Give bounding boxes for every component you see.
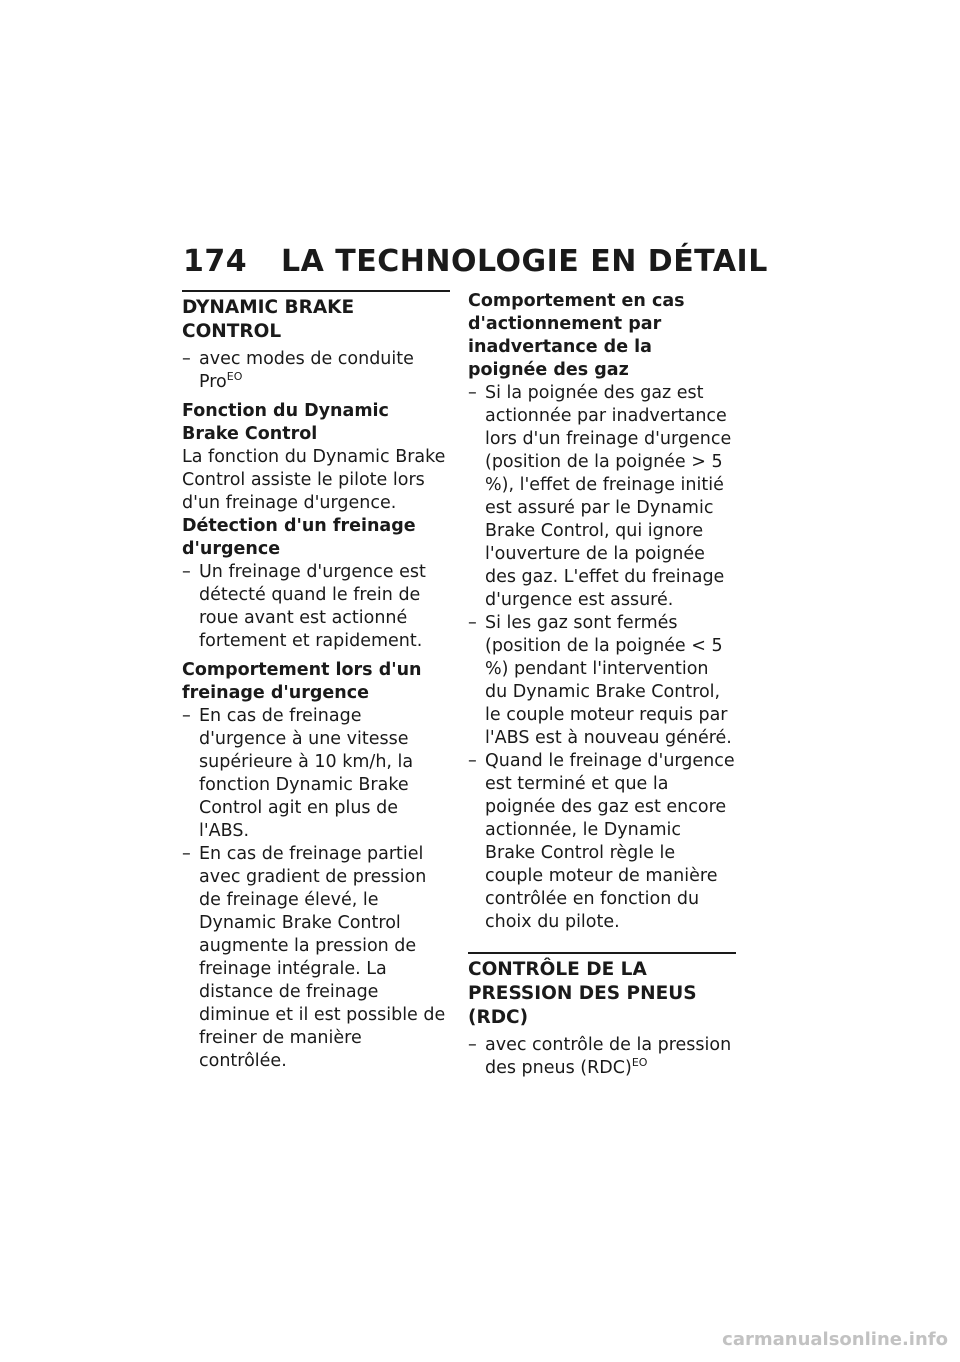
function-heading: Fonction du Dynamic Brake Control — [182, 401, 389, 444]
intro-list — [182, 348, 450, 394]
page-number: 174 — [183, 244, 248, 279]
list-item: – En cas de freinage d'urgence à une vitesse supérieure à 10 km/h, la fonction Dynamic Brake Control agit en plus de l'ABS. — [182, 705, 450, 843]
detection-list — [182, 561, 450, 653]
rdc-list — [468, 1034, 736, 1080]
detection-heading: Détection d'un freinage d'urgence — [182, 516, 416, 559]
chapter-title: LA TECHNOLOGIE EN DÉTAIL — [281, 244, 768, 279]
throttle-list — [468, 382, 736, 934]
function-text: La fonction du Dynamic Brake Control assiste le pilote lors d'un freinage d'urgence. — [182, 447, 446, 513]
section-title-dbc: DYNAMIC BRAKE CONTROL — [182, 290, 450, 344]
list-item: – avec modes de conduite Pro$^{EO}$ — [182, 348, 450, 394]
list-item: – avec contrôle de la pression des pneus (RDC)$^{EO}$ — [468, 1034, 736, 1080]
superscript-eo: EO — [631, 1056, 648, 1070]
behavior-heading: Comportement lors d'un freinage d'urgence — [182, 660, 422, 703]
list-item: – Si la poignée des gaz est actionnée par inadvertance lors d'un freinage d'urgence (position de la poignée > 5 %), l'effet de freinage initié est assuré par le Dynamic Brake Control, qui ignore l'ouverture de la poignée des gaz. L'effet du freinage d'urgence est assuré. — [468, 382, 736, 612]
list-item: – Un freinage d'urgence est détecté quand le frein de roue avant est actionné fortement et rapidement. — [182, 561, 450, 653]
watermark: carmanualsonline.info — [722, 1329, 948, 1350]
list-item: – Quand le freinage d'urgence est terminé et que la poignée des gaz est encore actionnée, le Dynamic Brake Control règle le couple moteur de manière contrôlée en fonction du choix du pilote. — [468, 750, 736, 934]
list-item: – En cas de freinage partiel avec gradient de pression de freinage élevé, le Dynamic Brake Control augmente la pression de freinage intégrale. La distance de freinage diminue et il est possible de freiner de manière contrôlée. — [182, 843, 450, 1073]
list-item: – Si les gaz sont fermés (position de la poignée < 5 %) pendant l'intervention du Dynamic Brake Control, le couple moteur requis par l'ABS est à nouveau généré. — [468, 612, 736, 750]
superscript-eo: EO — [226, 370, 243, 384]
throttle-heading: Comportement en cas d'actionnement par inadvertance de la poignée des gaz — [468, 291, 685, 380]
behavior-list — [182, 705, 450, 1073]
right-column — [468, 290, 736, 1086]
page-header — [183, 244, 768, 279]
left-column — [182, 290, 450, 1079]
section-title-rdc: CONTRÔLE DE LA PRESSION DES PNEUS (RDC) — [468, 952, 736, 1030]
